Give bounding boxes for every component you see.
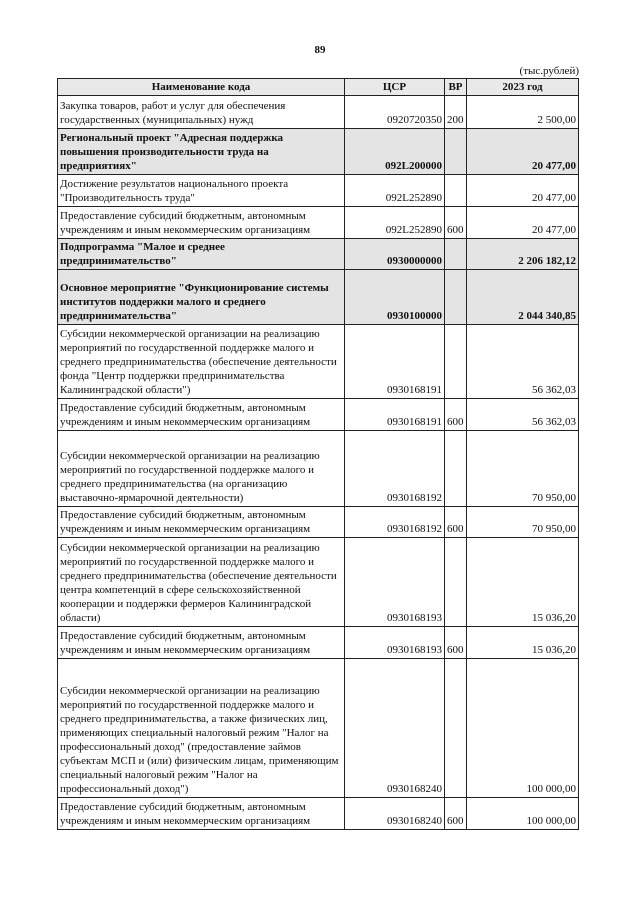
row-vr-cell — [445, 538, 467, 627]
row-csr-cell: 0930168192 — [345, 431, 445, 507]
row-sum-cell: 20 477,00 — [467, 175, 579, 207]
row-vr-cell: 600 — [445, 627, 467, 659]
header-sum: 2023 год — [467, 79, 579, 96]
row-csr-cell: 0930168193 — [345, 538, 445, 627]
table-row — [58, 325, 579, 399]
row-csr-cell: 0930168240 — [345, 659, 445, 798]
row-vr-cell: 600 — [445, 507, 467, 538]
row-vr-cell — [445, 431, 467, 507]
row-csr-cell: 0920720350 — [345, 96, 445, 129]
row-sum-cell: 2 206 182,12 — [467, 239, 579, 270]
budget-table — [57, 78, 579, 830]
table-row — [58, 538, 579, 627]
row-csr-cell: 0930168192 — [345, 507, 445, 538]
row-csr-cell: 092L200000 — [345, 129, 445, 175]
table-row — [58, 798, 579, 830]
row-csr-cell: 0930100000 — [345, 270, 445, 325]
row-vr-cell — [445, 270, 467, 325]
row-csr-cell: 092L252890 — [345, 175, 445, 207]
row-sum-cell: 15 036,20 — [467, 627, 579, 659]
row-vr-cell — [445, 129, 467, 175]
row-name-cell: Предоставление субсидий бюджетным, автономным учреждениям и иным некоммерческим организациям — [58, 798, 345, 830]
page-number: 89 — [314, 44, 326, 56]
row-csr-cell: 0930168240 — [345, 798, 445, 830]
row-vr-cell — [445, 325, 467, 399]
row-csr-cell: 092L252890 — [345, 207, 445, 239]
row-name-cell: Основное мероприятие "Функционирование системы институтов поддержки малого и среднего предпринимательства" — [58, 270, 345, 325]
table-row — [58, 129, 579, 175]
table-row — [58, 627, 579, 659]
row-sum-cell: 70 950,00 — [467, 507, 579, 538]
row-vr-cell: 600 — [445, 798, 467, 830]
row-sum-cell: 20 477,00 — [467, 207, 579, 239]
row-name-cell: Субсидии некоммерческой организации на реализацию мероприятий по государственной поддержке малого и среднего предпринимательства (обеспечение деятельности центра компетенций в сфере сельскохозяйственной кооперации и поддержки фермеров Калининградской области) — [58, 538, 345, 627]
header-vr: ВР — [445, 79, 467, 96]
row-name-cell: Региональный проект "Адресная поддержка повышения производительности труда на предприятиях" — [58, 129, 345, 175]
row-sum-cell: 70 950,00 — [467, 431, 579, 507]
table-row — [58, 507, 579, 538]
row-sum-cell: 15 036,20 — [467, 538, 579, 627]
row-vr-cell: 600 — [445, 207, 467, 239]
table-header-row — [58, 79, 579, 96]
table-row — [58, 270, 579, 325]
row-name-cell: Предоставление субсидий бюджетным, автономным учреждениям и иным некоммерческим организациям — [58, 507, 345, 538]
row-csr-cell: 0930168191 — [345, 399, 445, 431]
row-name-cell: Достижение результатов национального проекта "Производительность труда" — [58, 175, 345, 207]
row-name-cell: Подпрограмма "Малое и среднее предпринимательство" — [58, 239, 345, 270]
table-row — [58, 659, 579, 798]
units-label: (тыс.рублей) — [519, 65, 579, 77]
row-vr-cell — [445, 659, 467, 798]
row-sum-cell: 2 500,00 — [467, 96, 579, 129]
table-row — [58, 175, 579, 207]
header-csr: ЦСР — [345, 79, 445, 96]
table-row — [58, 207, 579, 239]
row-csr-cell: 0930000000 — [345, 239, 445, 270]
row-sum-cell: 56 362,03 — [467, 325, 579, 399]
table-body — [58, 96, 579, 830]
row-vr-cell — [445, 175, 467, 207]
row-sum-cell: 56 362,03 — [467, 399, 579, 431]
row-csr-cell: 0930168193 — [345, 627, 445, 659]
row-vr-cell: 600 — [445, 399, 467, 431]
row-sum-cell: 2 044 340,85 — [467, 270, 579, 325]
row-csr-cell: 0930168191 — [345, 325, 445, 399]
header-name: Наименование кода — [58, 79, 345, 96]
row-sum-cell: 20 477,00 — [467, 129, 579, 175]
row-name-cell: Закупка товаров, работ и услуг для обеспечения государственных (муниципальных) нужд — [58, 96, 345, 129]
row-name-cell: Субсидии некоммерческой организации на реализацию мероприятий по государственной поддержке малого и среднего предпринимательства (на организацию выставочно-ярмарочной деятельности) — [58, 431, 345, 507]
table-row — [58, 96, 579, 129]
row-name-cell: Предоставление субсидий бюджетным, автономным учреждениям и иным некоммерческим организациям — [58, 399, 345, 431]
table-row — [58, 239, 579, 270]
table-row — [58, 431, 579, 507]
row-vr-cell: 200 — [445, 96, 467, 129]
row-name-cell: Предоставление субсидий бюджетным, автономным учреждениям и иным некоммерческим организациям — [58, 627, 345, 659]
row-sum-cell: 100 000,00 — [467, 798, 579, 830]
table-row — [58, 399, 579, 431]
row-name-cell: Субсидии некоммерческой организации на реализацию мероприятий по государственной поддержке малого и среднего предпринимательства, а также физических лиц, применяющих специальный налоговый режим "Налог на профессиональный доход" (предоставление займов субъектам МСП и (или) физическим лицам, применяющим специальный налоговый режим "Налог на профессиональный доход") — [58, 659, 345, 798]
row-sum-cell: 100 000,00 — [467, 659, 579, 798]
row-name-cell: Предоставление субсидий бюджетным, автономным учреждениям и иным некоммерческим организациям — [58, 207, 345, 239]
row-name-cell: Субсидии некоммерческой организации на реализацию мероприятий по государственной поддержке малого и среднего предпринимательства (обеспечение деятельности фонда "Центр поддержки предпринимательства Калининградской области") — [58, 325, 345, 399]
row-vr-cell — [445, 239, 467, 270]
